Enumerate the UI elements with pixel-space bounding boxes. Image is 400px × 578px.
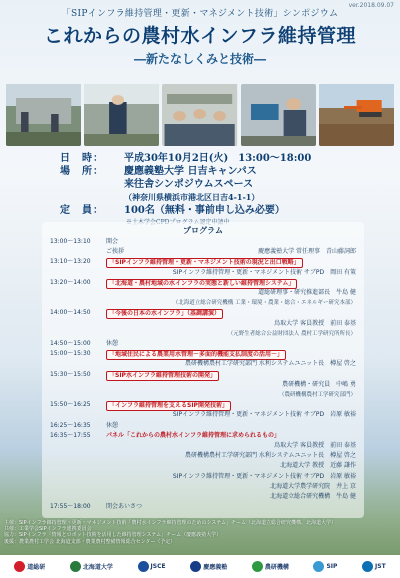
program-label: 休憩 — [106, 421, 119, 429]
program-time: 17:55～18:00 — [50, 503, 91, 511]
photo-excavator-field — [319, 84, 394, 146]
place-label: 場 所： — [60, 166, 104, 177]
program-row — [50, 462, 356, 471]
program-row — [50, 452, 356, 461]
program-row — [50, 411, 356, 420]
program-speaker: SIPインフラ維持管理・更新・マネジメント技術 サブPD 岩原 敏裕 — [172, 472, 356, 480]
capacity-label: 定 員： — [60, 205, 104, 216]
support-line: 後援：農業農村工学会 北海道支部・農業農村整備情報総合センター（予定） — [4, 538, 176, 545]
program-row — [50, 309, 356, 318]
program-row — [50, 503, 356, 512]
program-row — [50, 299, 356, 308]
program-label: 「地域住民による農業用水管理－多面的機能支払制度の活用－」 — [106, 350, 286, 360]
program-time: 14:00～14:50 — [50, 309, 91, 317]
program-speaker: SIPインフラ維持管理・更新・マネジメント技術 サブPD 岩原 敏裕 — [172, 411, 356, 419]
photo-inspection — [84, 84, 159, 146]
program-label: 「インフラ維持管理を支えるSIP開発技術」 — [106, 401, 231, 411]
program-speaker: 農研機構・研究員 中嶋 勇 — [282, 380, 356, 388]
program-time: 15:00～15:30 — [50, 350, 91, 358]
program-row — [50, 493, 356, 502]
program-row — [50, 401, 356, 410]
program-speaker: 農研機構農村工学研究部門 水利システムユニット長 樽屋 啓之 — [185, 452, 356, 460]
logo-bar — [0, 555, 400, 578]
program-speaker: 北海道大学農学研究院 井上 京 — [270, 482, 356, 490]
cooperation-line: 協力：SIPインフラ「情報とロボット技術を活用した維持管理システム」チーム（慶應義塾大学） — [4, 532, 222, 539]
program-time: 16:35～17:55 — [50, 431, 91, 439]
series-title: 「SIPインフラ維持管理・更新・マネジメント技術」シンポジウム — [61, 9, 339, 19]
organizer-line: 主催：SIPインフラ維持管理・更新・マネジメント技術「農村水インフラ維持管理のためのシステム」チーム（北海道立総合研究機構、北海道大学） — [4, 520, 337, 526]
place-value-1: 慶應義塾大学 日吉キャンパス — [124, 166, 257, 177]
program-speaker: （元野生者総合公益財団法人 農村工学研究所所長） — [227, 330, 356, 337]
jsce-mark-icon — [138, 561, 149, 572]
capacity-value: 100名（無料・事前申し込み必要） — [124, 205, 285, 216]
program-row — [50, 350, 356, 359]
program-speaker: SIPインフラ維持管理・更新・マネジメント技術 サブPD 岡田 有策 — [172, 268, 356, 276]
program-speaker: 鳥取大学 客員教授 前田 泰基 — [274, 319, 356, 327]
program-label: 「今後の日本の水インフラ」（基調講演） — [106, 309, 223, 319]
program-row — [50, 381, 356, 390]
program-label: パネル「これからの農村水インフラ維持管理に求められるもの」 — [106, 431, 281, 439]
program-speaker: （農研機構農村工学研究部門） — [278, 392, 356, 398]
program-time: 14:50～15:00 — [50, 340, 91, 347]
program-row — [50, 279, 356, 288]
program-time: 13:00～13:10 — [50, 238, 91, 245]
program-row — [50, 391, 356, 400]
program-time: 13:10～13:20 — [50, 258, 91, 266]
program-row — [50, 320, 356, 329]
program-label: 「北海道・農村地域の水インフラの実態と新しい維持管理システム」 — [106, 279, 297, 289]
version-label: ver.2018.09.07 — [348, 2, 394, 9]
program-label: 休憩 — [106, 340, 119, 347]
logo-jst: JST — [362, 561, 386, 572]
program-title: プログラム — [183, 225, 223, 235]
program-box — [42, 222, 364, 518]
dosoken-mark-icon — [14, 561, 25, 572]
header — [0, 6, 400, 67]
program-label: 「SIPインフラ維持管理・更新・マネジメント技術の現況と出口戦略」 — [106, 258, 303, 268]
program-label: ご挨拶 — [106, 248, 125, 256]
program-row — [50, 442, 356, 451]
event-info — [60, 152, 380, 226]
program-label: 開会 — [106, 238, 119, 245]
program-row — [50, 330, 356, 339]
photo-strip — [6, 84, 394, 146]
logo-hokudai: 北海道大学 — [70, 561, 113, 572]
program-row — [50, 473, 356, 482]
program-row — [50, 483, 356, 492]
program-row — [50, 432, 356, 441]
program-row — [50, 371, 356, 380]
co-organizer-line: 共催：工業学会SIPインフラ連携委員会 — [4, 526, 92, 533]
program-time: 13:20～14:00 — [50, 278, 91, 286]
program-row — [50, 422, 356, 431]
program-row — [50, 258, 356, 267]
date-label: 日 時： — [60, 153, 104, 164]
place-value-2: 来往舎シンポジウムスペース — [124, 179, 254, 190]
program-speaker: 慶應義塾大学 常任理事 青山藤詞郎 — [258, 248, 356, 256]
program-row — [50, 289, 356, 298]
subtitle: ―新たなしくみと技術― — [133, 52, 266, 66]
program-time: 16:25～16:35 — [50, 421, 91, 429]
program-row — [50, 248, 356, 257]
hokudai-mark-icon — [70, 561, 81, 572]
program-speaker: 北海道大学 教授 近藤 謙作 — [280, 462, 356, 470]
main-title: これからの農村水インフラ維持管理 — [43, 25, 356, 47]
photo-tablet-work — [241, 84, 316, 146]
naro-mark-icon — [252, 561, 263, 572]
place-value-3: （神奈川県横浜市港北区日吉4-1-1） — [124, 192, 260, 202]
jst-mark-icon — [362, 561, 373, 572]
program-time: 15:50～16:25 — [50, 401, 91, 409]
footer-organizers — [4, 520, 396, 545]
logo-sip: SIP — [313, 561, 337, 572]
program-label: 「SIP水インフラ維持管理技術の開発」 — [106, 371, 219, 381]
sip-mark-icon — [313, 561, 324, 572]
logo-jsce: JSCE — [138, 561, 166, 572]
program-speaker: 鳥取大学 客員教授 前田 泰基 — [274, 442, 356, 449]
program-row — [50, 238, 356, 247]
keio-mark-icon — [190, 561, 201, 572]
date-value: 平成30年10月2日(火) 13:00～18:00 — [124, 153, 312, 164]
program-row — [50, 340, 356, 349]
program-speaker: 北海道立総合研究機構 牛島 健 — [270, 493, 356, 500]
program-row — [50, 269, 356, 278]
program-label: 閉会あいさつ — [106, 503, 143, 511]
program-speaker: 道総研理事・研究推進部長 牛島 健 — [258, 289, 356, 296]
program-time: 15:30～15:50 — [50, 370, 91, 378]
logo-dosoken: 道総研 — [14, 561, 45, 572]
logo-keio: 慶應義塾 — [190, 561, 227, 572]
logo-naro: 農研機構 — [252, 561, 289, 572]
photo-meeting — [162, 84, 237, 146]
program-speaker: （北海道立総合研究機構 工業・環境・農業・総合・エネルギー研究本部） — [172, 300, 356, 307]
program-speaker: 農研機構農村工学研究部門 水利システムユニット長 樽屋 啓之 — [185, 360, 356, 368]
photo-pump-station — [6, 84, 81, 146]
program-row — [50, 360, 356, 369]
